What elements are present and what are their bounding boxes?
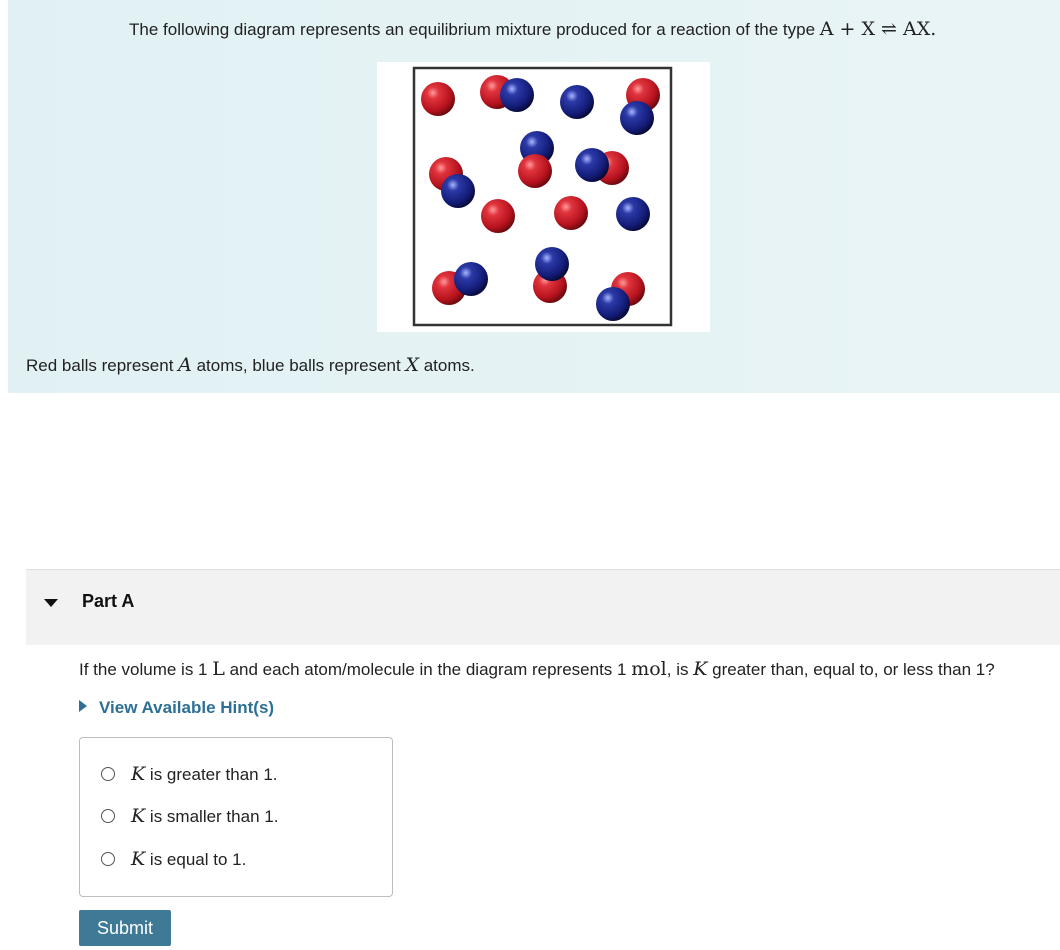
- hint-label: View Available Hint(s): [99, 698, 275, 717]
- diagram-svg: [377, 62, 710, 332]
- red-atom: [421, 82, 455, 116]
- caret-right-icon: [79, 700, 87, 712]
- option-symbol: K: [131, 805, 146, 827]
- radio-button[interactable]: [101, 809, 115, 823]
- equilibrium-diagram: [377, 62, 710, 332]
- molecule-blue-atom: [596, 287, 630, 321]
- question-text: [79, 658, 995, 680]
- radio-button[interactable]: [101, 767, 115, 781]
- option-symbol: K: [131, 763, 146, 785]
- molecule-blue-atom: [454, 262, 488, 296]
- molecule-blue-atom: [500, 78, 534, 112]
- option-equal[interactable]: [101, 847, 246, 871]
- radio-button[interactable]: [101, 852, 115, 866]
- legend-atom-x: X: [405, 354, 419, 376]
- caret-down-icon[interactable]: [44, 599, 58, 607]
- question-prefix: If the volume is 1: [79, 660, 213, 679]
- option-smaller[interactable]: [101, 804, 278, 828]
- red-atom: [481, 199, 515, 233]
- part-title: Part A: [82, 591, 135, 611]
- part-a-header[interactable]: [26, 569, 1060, 645]
- legend-part3: atoms.: [418, 356, 475, 375]
- question-middle2: , is: [666, 660, 694, 679]
- legend-part1: Red balls represent: [26, 356, 179, 375]
- blue-atom: [616, 197, 650, 231]
- legend-atom-a: A: [178, 354, 192, 376]
- intro-text: The following diagram represents an equilibrium mixture produced for a reaction of the type: [129, 20, 820, 39]
- submit-button[interactable]: Submit: [79, 910, 171, 946]
- option-label: is smaller than 1.: [145, 807, 279, 826]
- option-greater[interactable]: [101, 762, 278, 786]
- red-atom: [554, 196, 588, 230]
- question-symbol: K: [693, 658, 708, 680]
- molecule-blue-atom: [620, 101, 654, 135]
- answer-options: [79, 737, 393, 897]
- question-middle: and each atom/molecule in the diagram represents 1: [224, 660, 632, 679]
- molecule-red-atom: [518, 154, 552, 188]
- option-label: is equal to 1.: [145, 850, 247, 869]
- molecule-blue-atom: [441, 174, 475, 208]
- view-hints-link[interactable]: [79, 698, 274, 718]
- unit-volume: L: [212, 658, 225, 680]
- molecule-blue-atom: [535, 247, 569, 281]
- option-symbol: K: [131, 848, 146, 870]
- legend-text: [26, 354, 475, 376]
- unit-amount: mol: [631, 658, 667, 680]
- intro-statement: [129, 18, 936, 40]
- question-suffix: greater than, equal to, or less than 1?: [707, 660, 995, 679]
- reaction-equation: A + X ⇌ AX.: [819, 18, 937, 40]
- blue-atom: [560, 85, 594, 119]
- option-label: is greater than 1.: [145, 765, 278, 784]
- molecule-blue-atom: [575, 148, 609, 182]
- legend-part2: atoms, blue balls represent: [191, 356, 406, 375]
